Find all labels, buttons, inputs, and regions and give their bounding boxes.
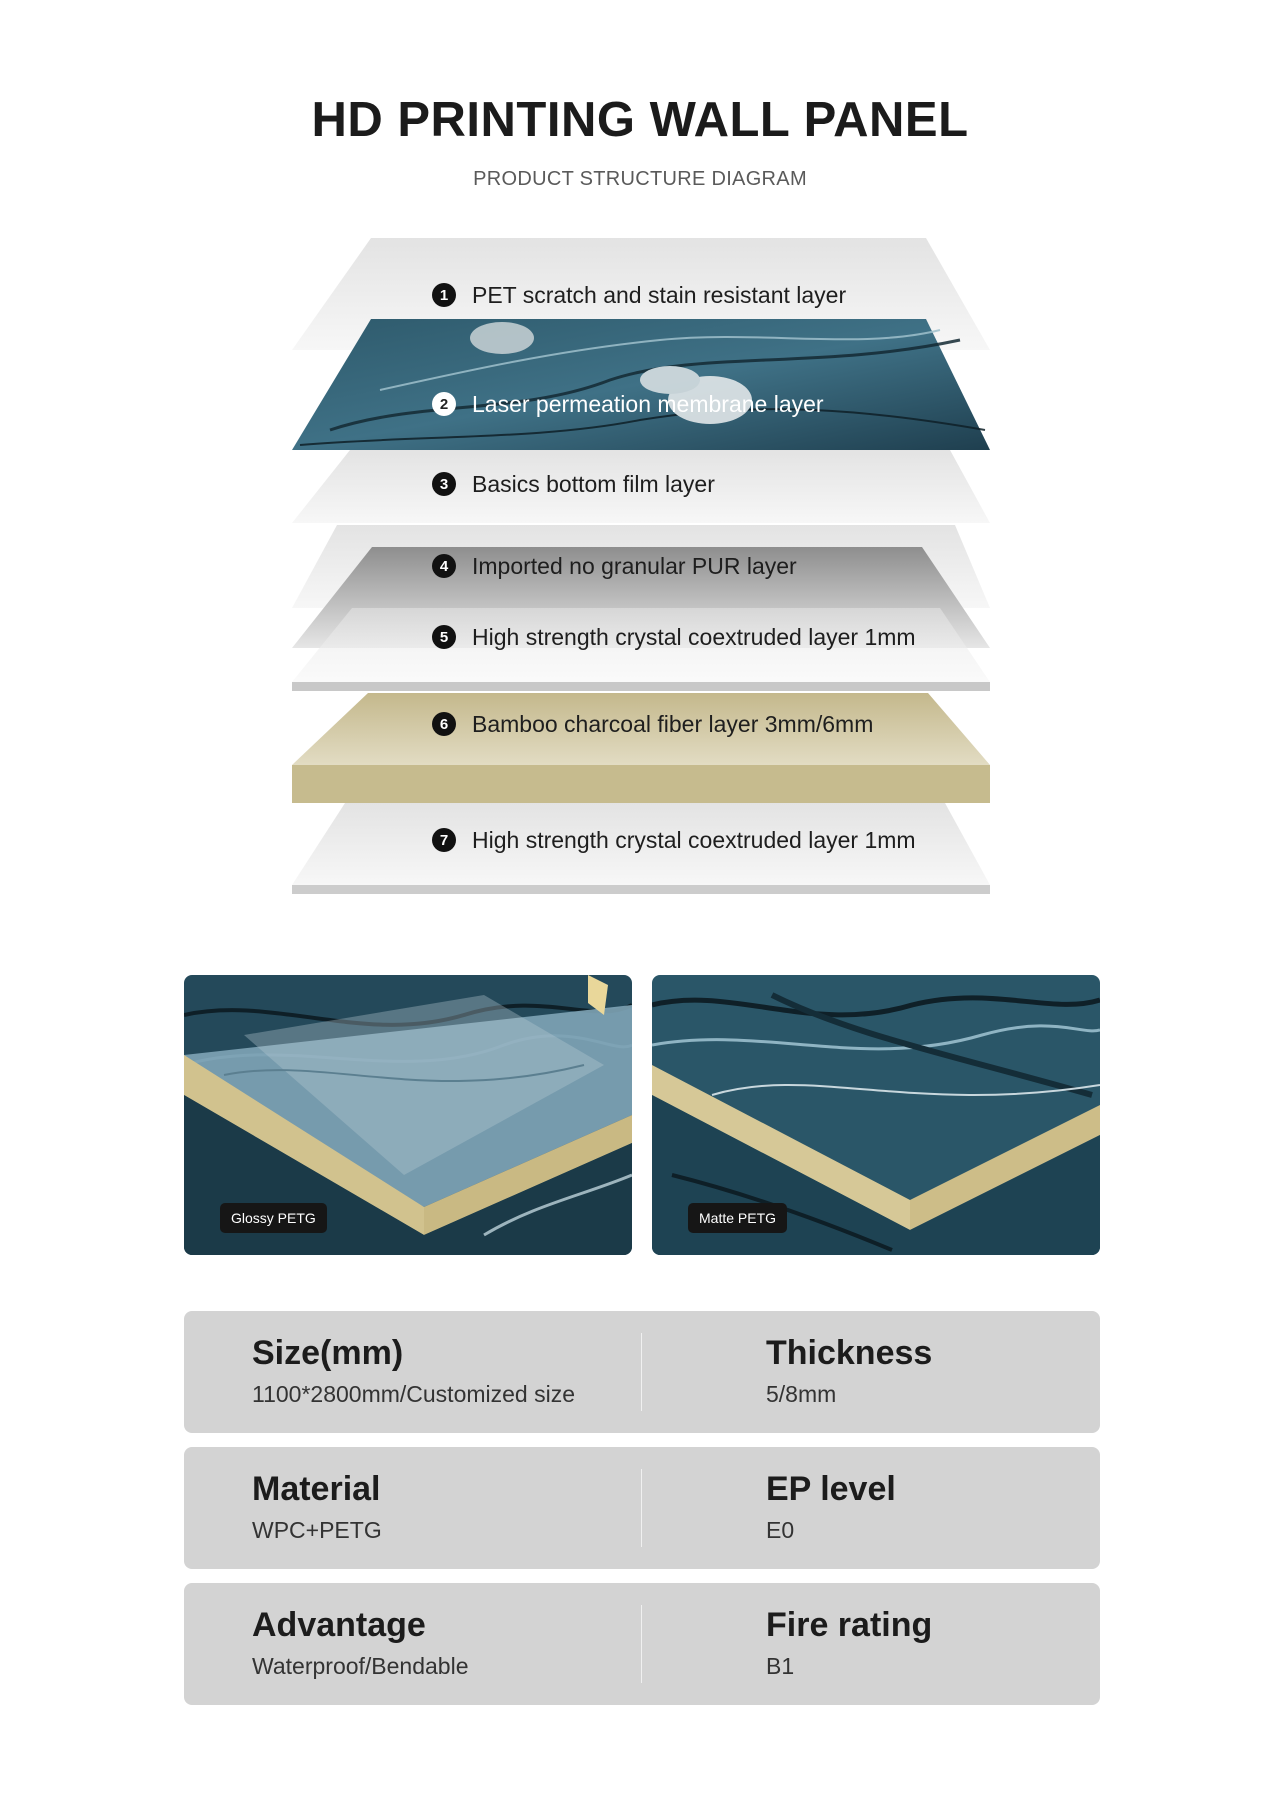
layer-number-badge: 3 <box>432 472 456 496</box>
spec-value: B1 <box>766 1653 795 1679</box>
layer-6-edge <box>292 765 990 803</box>
layer-label-text: Laser permeation membrane layer <box>472 390 824 417</box>
layer-label-text: Basics bottom film layer <box>472 470 715 497</box>
layer-label-text: Imported no granular PUR layer <box>472 552 797 579</box>
layer-7-edge <box>292 885 990 894</box>
spec-divider <box>641 1333 642 1411</box>
matte-petg-photo <box>652 975 1100 1255</box>
layer-label-text: High strength crystal coextruded layer 1mm <box>472 623 916 650</box>
spec-label: EP level <box>766 1470 896 1508</box>
layer-5-edge <box>292 682 990 691</box>
spec-label: Thickness <box>766 1334 933 1372</box>
layer-label-3 <box>432 470 715 498</box>
spec-label: Fire rating <box>766 1606 933 1644</box>
layer-number-badge: 5 <box>432 625 456 649</box>
layer-label-6 <box>432 710 873 738</box>
layer-label-1 <box>432 281 846 309</box>
spec-value: WPC+PETG <box>252 1517 382 1543</box>
layer-label-4 <box>432 552 797 580</box>
page-title: HD PRINTING WALL PANEL <box>311 93 969 147</box>
spec-row-material-ep <box>184 1447 1100 1569</box>
spec-advantage <box>252 1603 469 1680</box>
spec-material <box>252 1467 382 1544</box>
spec-size <box>252 1331 575 1408</box>
spec-row-size-thickness <box>184 1311 1100 1433</box>
spec-value: 5/8mm <box>766 1381 837 1407</box>
spec-label: Material <box>252 1470 381 1508</box>
spec-row-advantage-fire <box>184 1583 1100 1705</box>
layer-number-badge: 4 <box>432 554 456 578</box>
layer-label-2 <box>432 390 824 418</box>
layer-number-badge: 7 <box>432 828 456 852</box>
spec-divider <box>641 1469 642 1547</box>
glossy-petg-photo <box>184 975 632 1255</box>
spec-label: Size(mm) <box>252 1334 404 1372</box>
layer-label-5 <box>432 623 916 651</box>
layer-number-badge: 2 <box>432 392 456 416</box>
finish-tag-matte: Matte PETG <box>688 1203 787 1233</box>
layer-label-text: High strength crystal coextruded layer 1mm <box>472 826 916 853</box>
spec-label: Advantage <box>252 1606 426 1644</box>
spec-divider <box>641 1605 642 1683</box>
spec-ep-level <box>766 1467 896 1544</box>
spec-value: E0 <box>766 1517 795 1543</box>
layer-label-text: PET scratch and stain resistant layer <box>472 281 847 308</box>
layer-label-text: Bamboo charcoal fiber layer 3mm/6mm <box>472 710 874 737</box>
layer-number-badge: 6 <box>432 712 456 736</box>
finish-tag-glossy: Glossy PETG <box>220 1203 327 1233</box>
spec-value: 1100*2800mm/Customized size <box>252 1381 576 1407</box>
spec-value: Waterproof/Bendable <box>252 1653 469 1679</box>
page-subtitle: PRODUCT STRUCTURE DIAGRAM <box>473 168 807 190</box>
spec-thickness <box>766 1331 932 1408</box>
layer-label-7 <box>432 826 916 854</box>
layer-number-badge: 1 <box>432 283 456 307</box>
layer-structure-diagram <box>0 230 1280 910</box>
spec-fire-rating <box>766 1603 932 1680</box>
